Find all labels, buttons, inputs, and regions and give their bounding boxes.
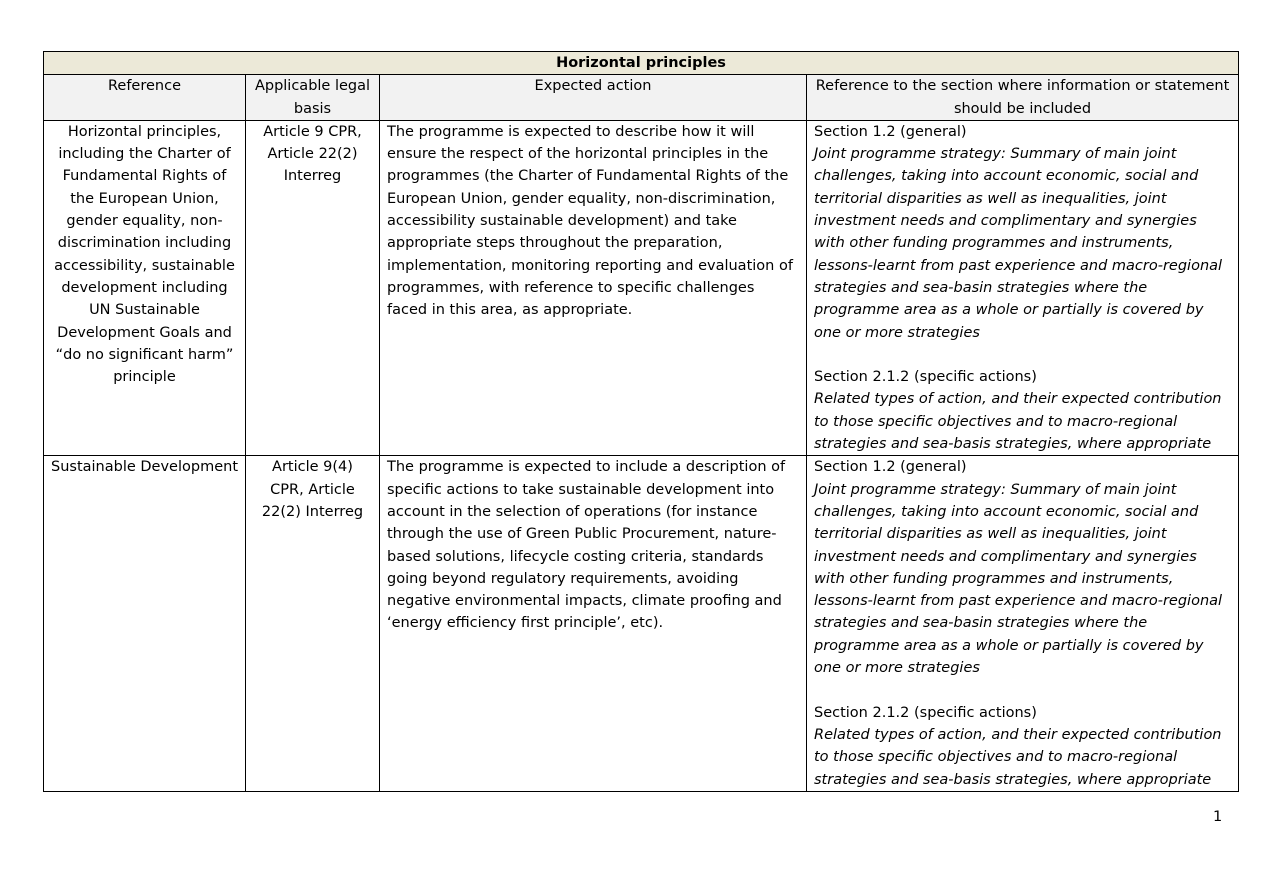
header-reference: Reference — [44, 75, 246, 121]
row-legal-basis: Article 9(4) CPR, Article 22(2) Interreg — [246, 456, 380, 791]
section-spacer — [814, 679, 1231, 701]
row-legal-basis: Article 9 CPR, Article 22(2) Interreg — [246, 120, 380, 455]
table-title-row — [44, 52, 1239, 75]
section-heading: Section 1.2 (general) — [814, 459, 967, 476]
section-description: Related types of action, and their expected contribution to those specific objectives and to macro-regional strategies and sea-basis strategies, where appropriate — [814, 391, 1222, 453]
header-legal-basis: Applicable legal basis — [246, 75, 380, 121]
row-sections — [807, 456, 1239, 791]
row-expected-action: The programme is expected to describe how it will ensure the respect of the horizontal principles in the programmes (the Charter of Fundamental Rights of the European Union, gender equality, non-discrimination, accessibility sustainable development) and take appropriate steps throughout the preparation, implementation, monitoring reporting and evaluation of programmes, with reference to specific challenges faced in this area, as appropriate. — [380, 120, 807, 455]
section-heading: Section 2.1.2 (specific actions) — [814, 704, 1037, 721]
row-reference: Horizontal principles, including the Charter of Fundamental Rights of the European Union, gender equality, non-discrimination including accessibility, sustainable development including UN Sustainable Development Goals and “do no significant harm” principle — [44, 120, 246, 455]
section-description: Joint programme strategy: Summary of main joint challenges, taking into account economic, social and territorial disparities as well as inequalities, joint investment needs and complimentary and synergies with other funding programmes and instruments, lessons-learnt from past experience and macro-regional strategies and sea-basin strategies where the programme area as a whole or partially is covered by one or more strategies — [814, 146, 1223, 341]
horizontal-principles-table — [43, 51, 1239, 792]
section-spacer — [814, 344, 1231, 366]
row-reference: Sustainable Development — [44, 456, 246, 791]
section-heading: Section 2.1.2 (specific actions) — [814, 369, 1037, 386]
page-number: 1 — [1213, 809, 1223, 825]
header-expected-action: Expected action — [380, 75, 807, 121]
section-heading: Section 1.2 (general) — [814, 123, 967, 140]
table-title: Horizontal principles — [44, 52, 1239, 75]
header-section-reference: Reference to the section where information or statement should be included — [807, 75, 1239, 121]
row-expected-action: The programme is expected to include a description of specific actions to take sustainable development into account in the selection of operations (for instance through the use of Green Public Procurement, nature-based solutions, lifecycle costing criteria, standards going beyond regulatory requirements, avoiding negative environmental impacts, climate proofing and ‘energy efficiency first principle’, etc). — [380, 456, 807, 791]
section-description: Related types of action, and their expected contribution to those specific objectives and to macro-regional strategies and sea-basis strategies, where appropriate — [814, 726, 1222, 788]
row-sections — [807, 120, 1239, 455]
section-description: Joint programme strategy: Summary of main joint challenges, taking into account economic, social and territorial disparities as well as inequalities, joint investment needs and complimentary and synergies with other funding programmes and instruments, lessons-learnt from past experience and macro-regional strategies and sea-basin strategies where the programme area as a whole or partially is covered by one or more strategies — [814, 481, 1223, 677]
table-row — [44, 456, 1239, 791]
table-row — [44, 120, 1239, 455]
table-header-row — [44, 75, 1239, 121]
